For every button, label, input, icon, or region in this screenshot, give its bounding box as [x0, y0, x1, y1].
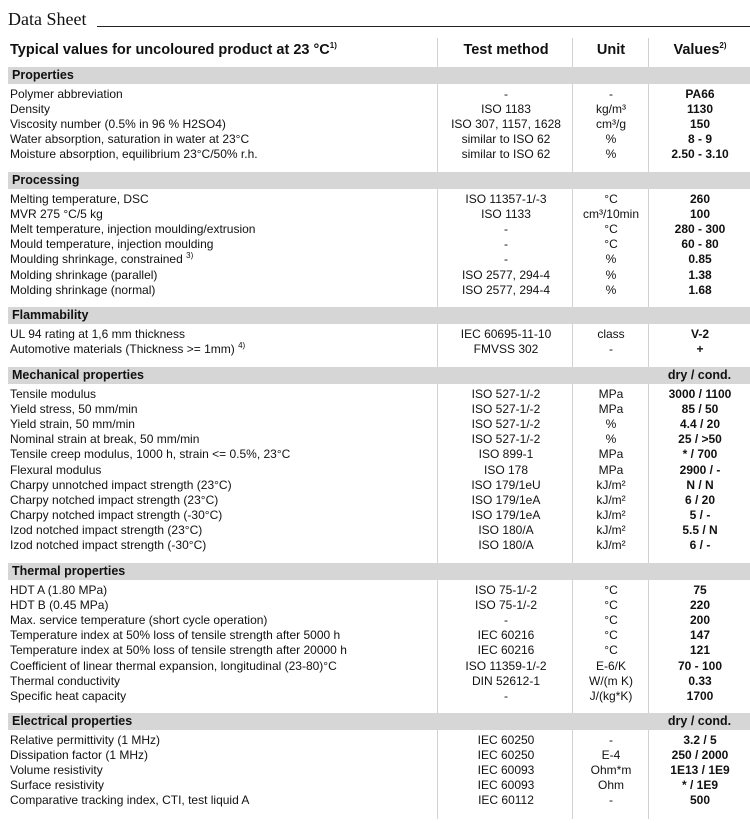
table-row	[0, 689, 750, 704]
value-cell: * / 700	[682, 447, 718, 462]
unit-cell: °C	[604, 192, 618, 206]
unit-cell: E-4	[601, 748, 621, 763]
method-cell: ISO 179/1eU	[471, 477, 541, 492]
table-row	[0, 222, 750, 237]
property-cell	[10, 252, 435, 267]
method-cell: IEC 60250	[477, 733, 535, 747]
property-cell: Tensile creep modulus, 1000 h, strain <= 0.5%, 23°C	[10, 447, 291, 462]
table-row	[0, 268, 750, 283]
property-text: Automotive materials (Thickness >= 1mm)	[10, 342, 235, 357]
method-cell: ISO 527-1/-2	[471, 387, 541, 401]
method-cell: ISO 527-1/-2	[471, 402, 541, 417]
unit-cell: kg/m³	[596, 102, 626, 117]
property-cell: Specific heat capacity	[10, 688, 127, 703]
property-cell: Mould temperature, injection moulding	[10, 237, 214, 252]
unit-cell: W/(m K)	[589, 673, 633, 688]
method-cell: ISO 178	[483, 462, 529, 477]
method-cell: -	[504, 252, 508, 267]
value-cell: 260	[689, 192, 711, 206]
property-cell: Melting temperature, DSC	[10, 192, 149, 206]
property-cell: Molding shrinkage (normal)	[10, 282, 156, 297]
method-cell: -	[504, 237, 508, 252]
method-cell: ISO 1183	[481, 102, 531, 117]
header-property-label: Typical values for uncoloured product at 23 °C	[10, 42, 330, 58]
table-row	[0, 402, 750, 417]
value-cell: 500	[689, 793, 711, 808]
property-cell: Dissipation factor (1 MHz)	[10, 748, 149, 763]
property-cell: Nominal strain at break, 50 mm/min	[10, 432, 200, 447]
method-cell: ISO 899-1	[478, 447, 534, 462]
table-row	[0, 643, 750, 658]
table-row	[0, 508, 750, 523]
section-title: Properties	[12, 68, 74, 82]
value-cell: 147	[689, 628, 711, 643]
property-cell: Temperature index at 50% loss of tensile strength after 20000 h	[10, 643, 347, 658]
method-cell: -	[504, 688, 508, 703]
property-cell: Charpy notched impact strength (-30°C)	[10, 507, 223, 522]
property-cell: Izod notched impact strength (-30°C)	[10, 538, 207, 552]
title-underline	[97, 26, 750, 27]
unit-cell: cm³/g	[596, 117, 626, 132]
value-cell: 1130	[686, 102, 714, 117]
method-cell: IEC 60216	[477, 628, 535, 643]
table-row	[0, 283, 750, 298]
header-unit: Unit	[596, 42, 626, 58]
value-cell: PA66	[685, 87, 715, 101]
table-row	[0, 102, 750, 117]
value-cell: 0.85	[688, 252, 712, 267]
method-cell: DIN 52612-1	[471, 673, 541, 688]
table-row	[0, 87, 750, 102]
value-cell: V-2	[690, 327, 709, 341]
property-cell: UL 94 rating at 1,6 mm thickness	[10, 327, 185, 341]
method-cell: ISO 180/A	[478, 538, 534, 552]
method-cell: IEC 60250	[477, 748, 535, 763]
unit-cell: -	[609, 733, 613, 747]
value-cell: +	[696, 342, 704, 357]
property-cell: Temperature index at 50% loss of tensile strength after 5000 h	[10, 628, 341, 643]
section-title: Thermal properties	[12, 564, 126, 578]
value-cell: 250 / 2000	[671, 748, 729, 763]
footnote-mark: 3)	[186, 252, 194, 261]
value-cell: 6 / -	[689, 538, 711, 552]
method-cell: ISO 11359-1/-2	[465, 658, 547, 673]
unit-cell: Ohm*m	[590, 763, 632, 778]
unit-cell: -	[609, 342, 613, 357]
unit-cell: kJ/m²	[596, 477, 626, 492]
header-values	[650, 42, 750, 58]
method-cell: -	[504, 222, 508, 237]
method-cell: ISO 2577, 294-4	[461, 267, 551, 282]
table-row	[0, 748, 750, 763]
method-cell: ISO 180/A	[478, 522, 534, 537]
table-row	[0, 583, 750, 598]
table-row	[0, 207, 750, 222]
table-row	[0, 447, 750, 462]
unit-cell: class	[597, 327, 625, 341]
value-cell: 8 - 9	[687, 132, 712, 147]
header-property	[10, 42, 337, 58]
unit-cell: °C	[604, 598, 618, 613]
table-header	[0, 38, 750, 65]
value-cell: 5 / -	[689, 507, 711, 522]
method-cell: ISO 75-1/-2	[474, 583, 538, 597]
table-row	[0, 147, 750, 162]
property-cell: Melt temperature, injection moulding/extrusion	[10, 222, 256, 237]
unit-cell: MPa	[598, 402, 624, 417]
footnote-mark: 4)	[238, 342, 246, 351]
unit-cell: MPa	[598, 447, 624, 462]
value-cell: 200	[689, 613, 711, 628]
property-cell: Comparative tracking index, CTI, test liquid A	[10, 793, 250, 808]
table-row	[0, 132, 750, 147]
value-cell: 3.2 / 5	[683, 733, 717, 747]
method-cell: IEC 60093	[477, 763, 535, 778]
table-row	[0, 523, 750, 538]
section-header	[8, 172, 750, 189]
property-cell: Surface resistivity	[10, 778, 105, 793]
property-cell: Flexural modulus	[10, 462, 102, 477]
table-row	[0, 252, 750, 267]
value-cell: 1700	[686, 688, 714, 703]
value-cell: 70 - 100	[677, 658, 723, 673]
property-cell	[10, 342, 435, 357]
method-cell: ISO 527-1/-2	[471, 417, 541, 432]
method-cell: ISO 179/1eA	[471, 492, 541, 507]
method-cell: FMVSS 302	[473, 342, 539, 357]
table-row	[0, 613, 750, 628]
property-cell: Polymer abbreviation	[10, 87, 123, 101]
method-cell: ISO 307, 1157, 1628	[451, 117, 561, 132]
unit-cell: E-6/K	[595, 658, 626, 673]
property-cell: Water absorption, saturation in water at 23°C	[10, 132, 250, 147]
header-values-footnote: 2)	[719, 41, 727, 51]
table-row	[0, 628, 750, 643]
table-row	[0, 763, 750, 778]
unit-cell: °C	[604, 613, 618, 628]
method-cell: IEC 60093	[477, 778, 535, 793]
unit-cell: °C	[604, 583, 618, 597]
property-cell: Yield strain, 50 mm/min	[10, 417, 135, 432]
table-row	[0, 237, 750, 252]
property-cell: Viscosity number (0.5% in 96 % H2SO4)	[10, 117, 226, 132]
unit-cell: MPa	[598, 462, 624, 477]
section-header	[8, 307, 750, 324]
table-row	[0, 432, 750, 447]
unit-cell: kJ/m²	[596, 522, 626, 537]
property-cell: HDT B (0.45 MPa)	[10, 598, 109, 613]
unit-cell: %	[605, 432, 617, 447]
property-cell: Charpy notched impact strength (23°C)	[10, 492, 219, 507]
method-cell: ISO 1133	[481, 207, 531, 222]
method-cell: similar to ISO 62	[461, 132, 551, 147]
method-cell: IEC 60695-11-10	[460, 327, 552, 341]
table-row	[0, 493, 750, 508]
property-cell: Thermal conductivity	[10, 673, 121, 688]
property-text: Moulding shrinkage, constrained	[10, 252, 183, 267]
value-cell: 1E13 / 1E9	[670, 763, 730, 778]
section-header	[8, 713, 750, 730]
unit-cell: %	[605, 252, 617, 267]
unit-cell: %	[605, 132, 617, 147]
unit-cell: %	[605, 282, 617, 297]
value-cell: 25 / >50	[678, 432, 722, 447]
section-header	[8, 67, 750, 84]
table-row	[0, 598, 750, 613]
unit-cell: kJ/m²	[596, 492, 626, 507]
table-row	[0, 117, 750, 132]
unit-cell: °C	[604, 643, 618, 658]
method-cell: similar to ISO 62	[461, 147, 551, 162]
value-cell: 280 - 300	[674, 222, 726, 237]
table-row	[0, 659, 750, 674]
unit-cell: °C	[604, 222, 618, 237]
value-cell: 5.5 / N	[682, 522, 718, 537]
section-title: Processing	[12, 173, 80, 187]
value-cell: 2900 / -	[679, 462, 721, 477]
value-cell: 60 - 80	[681, 237, 719, 252]
property-cell: HDT A (1.80 MPa)	[10, 583, 108, 597]
property-cell: Max. service temperature (short cycle operation)	[10, 613, 268, 628]
value-cell: 0.33	[688, 673, 712, 688]
unit-cell: %	[605, 267, 617, 282]
table-row	[0, 463, 750, 478]
value-cell: 2.50 - 3.10	[671, 147, 729, 162]
unit-cell: %	[605, 147, 617, 162]
unit-cell: Ohm	[597, 778, 624, 793]
unit-cell: °C	[604, 237, 618, 252]
unit-cell: -	[609, 87, 613, 101]
property-cell: Volume resistivity	[10, 763, 103, 778]
table-row	[0, 793, 750, 808]
value-cell: 6 / 20	[684, 492, 716, 507]
property-cell: Coefficient of linear thermal expansion, longitudinal (23-80)°C	[10, 658, 337, 673]
method-cell: ISO 527-1/-2	[471, 432, 541, 447]
section-condition: dry / cond.	[667, 368, 732, 382]
header-values-label: Values	[673, 42, 720, 58]
unit-cell: cm³/10min	[582, 207, 639, 222]
unit-cell: %	[605, 417, 617, 432]
table-row	[0, 674, 750, 689]
method-cell: ISO 75-1/-2	[474, 598, 538, 613]
value-cell: 75	[693, 583, 707, 597]
method-cell: IEC 60112	[478, 793, 534, 808]
method-cell: IEC 60216	[477, 643, 535, 658]
header-test-method: Test method	[463, 42, 549, 58]
table-row	[0, 387, 750, 402]
table-row	[0, 417, 750, 432]
unit-cell: J/(kg*K)	[589, 688, 633, 703]
property-cell: Charpy unnotched impact strength (23°C)	[10, 477, 232, 492]
value-cell: 121	[689, 643, 711, 658]
property-cell: MVR 275 °C/5 kg	[10, 207, 103, 222]
property-cell: Izod notched impact strength (23°C)	[10, 522, 203, 537]
value-cell: 1.68	[688, 282, 712, 297]
unit-cell: kJ/m²	[596, 507, 626, 522]
method-cell: ISO 11357-1/-3	[465, 192, 547, 206]
table-row	[0, 327, 750, 342]
method-cell: -	[504, 613, 508, 628]
header-property-footnote: 1)	[329, 41, 337, 51]
section-header	[8, 563, 750, 580]
value-cell: 1.38	[688, 267, 712, 282]
value-cell: 150	[689, 117, 711, 132]
property-cell: Tensile modulus	[10, 387, 97, 401]
table-row	[0, 478, 750, 493]
unit-cell: kJ/m²	[596, 538, 626, 552]
value-cell: N / N	[686, 477, 714, 492]
table-row	[0, 192, 750, 207]
property-cell: Yield stress, 50 mm/min	[10, 402, 138, 417]
unit-cell: MPa	[598, 387, 624, 401]
property-cell: Relative permittivity (1 MHz)	[10, 733, 161, 747]
method-cell: -	[504, 87, 508, 101]
property-cell: Density	[10, 102, 51, 117]
table-row	[0, 538, 750, 553]
section-title: Electrical properties	[12, 714, 133, 728]
table-row	[0, 733, 750, 748]
value-cell: 100	[689, 207, 711, 222]
value-cell: 3000 / 1100	[668, 387, 732, 401]
section-condition: dry / cond.	[667, 714, 732, 728]
value-cell: 4.4 / 20	[679, 417, 721, 432]
section-header	[8, 367, 750, 384]
section-title: Mechanical properties	[12, 368, 144, 382]
value-cell: 220	[689, 598, 711, 613]
method-cell: ISO 179/1eA	[471, 507, 541, 522]
unit-cell: -	[609, 793, 613, 808]
unit-cell: °C	[604, 628, 618, 643]
value-cell: * / 1E9	[681, 778, 719, 793]
property-cell: Moisture absorption, equilibrium 23°C/50% r.h.	[10, 147, 258, 162]
section-title: Flammability	[12, 308, 89, 322]
method-cell: ISO 2577, 294-4	[461, 282, 551, 297]
table-row	[0, 342, 750, 357]
table-row	[0, 778, 750, 793]
property-cell: Molding shrinkage (parallel)	[10, 267, 158, 282]
document-title: Data Sheet	[8, 9, 87, 29]
value-cell: 85 / 50	[681, 402, 719, 417]
